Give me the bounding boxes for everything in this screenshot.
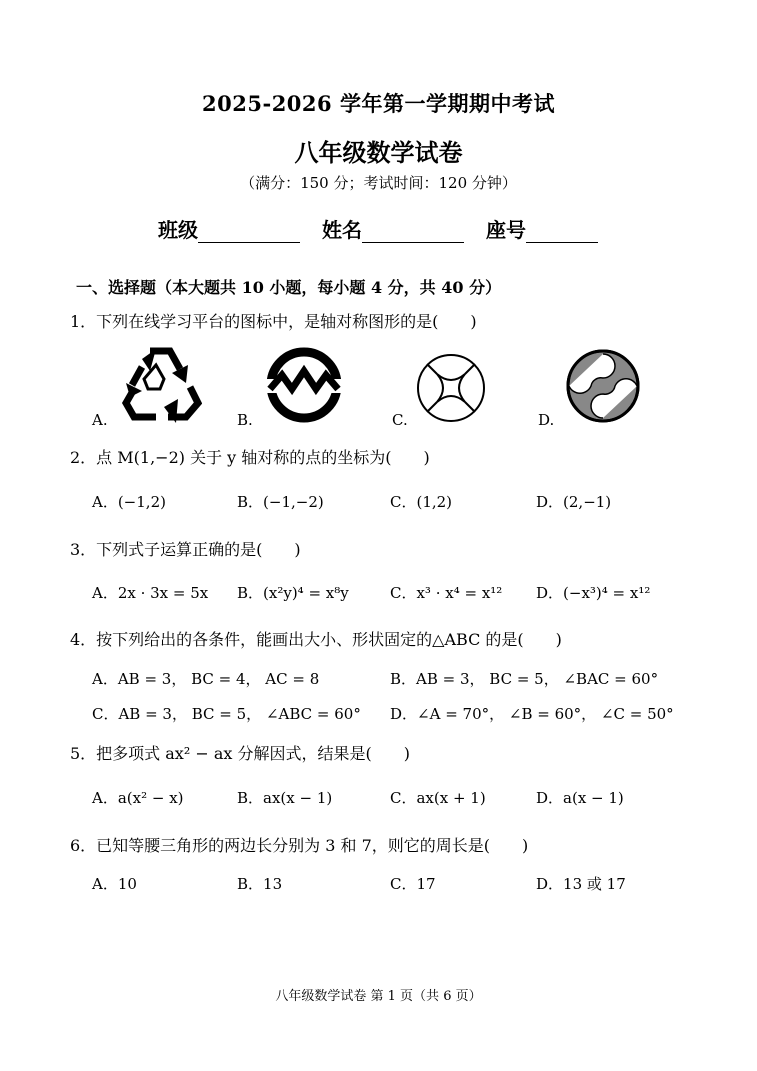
q5-option-c[interactable]: C．ax(x + 1) [390, 789, 486, 807]
q5-option-a[interactable]: A．a(x² − x) [92, 789, 184, 807]
q4-option-c[interactable]: C．AB = 3， BC = 5， ∠ABC = 60° [92, 705, 361, 723]
exam-subtitle: 八年级数学试卷 [294, 138, 463, 167]
q3-option-d[interactable]: D．(−x³)⁴ = x¹² [536, 584, 651, 602]
seat-blank[interactable] [526, 222, 598, 243]
q3-option-a[interactable]: A．2x · 3x = 5x [92, 584, 209, 602]
question-6-stem: 6．已知等腰三角形的两边长分别为 3 和 7，则它的周长是( ) [70, 836, 529, 855]
q2-option-b[interactable]: B．(−1,−2) [237, 493, 324, 511]
q6-option-b[interactable]: B．13 [237, 875, 283, 893]
question-2-stem: 2．点 M(1,−2) 关于 y 轴对称的点的坐标为( ) [70, 448, 430, 467]
question-1-stem: 1．下列在线学习平台的图标中，是轴对称图形的是( ) [70, 312, 477, 331]
seat-label: 座号 [486, 218, 526, 242]
q2-option-a[interactable]: A．(−1,2) [92, 493, 166, 511]
q6-option-c[interactable]: C．17 [390, 875, 436, 893]
q5-option-d[interactable]: D．a(x − 1) [536, 789, 624, 807]
name-field [322, 214, 464, 243]
recycle-icon [120, 343, 202, 423]
q2-option-d[interactable]: D．(2,−1) [536, 493, 612, 511]
q3-option-b[interactable]: B．(x²y)⁴ = x⁸y [237, 584, 349, 602]
mountain-badge-icon [264, 345, 344, 425]
curved-square-circle-icon [415, 352, 487, 424]
seat-field [486, 214, 598, 243]
q1-option-c[interactable]: C. [392, 411, 408, 429]
name-label: 姓名 [322, 218, 362, 242]
name-blank[interactable] [362, 222, 464, 243]
page-footer: 八年级数学试卷 第 1 页（共 6 页） [275, 989, 482, 1004]
section-heading: 一、选择题（本大题共 10 小题，每小题 4 分，共 40 分） [76, 278, 502, 297]
q1-option-a[interactable]: A. [92, 411, 108, 429]
class-label: 班级 [158, 218, 198, 242]
exam-title: 2025-2026 学年第一学期期中考试 [202, 91, 555, 116]
question-4-stem: 4．按下列给出的各条件，能画出大小、形状固定的△ABC 的是( ) [70, 630, 562, 649]
q4-option-b[interactable]: B．AB = 3， BC = 5， ∠BAC = 60° [390, 670, 659, 688]
q3-option-c[interactable]: C．x³ · x⁴ = x¹² [390, 584, 503, 602]
class-blank[interactable] [198, 222, 300, 243]
exam-info: （满分：150 分；考试时间：120 分钟） [240, 174, 517, 192]
q6-option-a[interactable]: A．10 [92, 875, 137, 893]
q4-option-a[interactable]: A．AB = 3， BC = 4， AC = 8 [92, 670, 320, 688]
q1-option-d[interactable]: D. [538, 411, 555, 429]
q1-option-b[interactable]: B. [237, 411, 253, 429]
q6-option-d[interactable]: D．13 或 17 [536, 875, 626, 893]
question-5-stem: 5．把多项式 ax² − ax 分解因式，结果是( ) [70, 744, 410, 763]
question-3-stem: 3．下列式子运算正确的是( ) [70, 540, 301, 559]
q4-option-d[interactable]: D．∠A = 70°， ∠B = 60°， ∠C = 50° [390, 705, 674, 723]
class-field [158, 214, 300, 243]
q2-option-c[interactable]: C．(1,2) [390, 493, 453, 511]
q5-option-b[interactable]: B．ax(x − 1) [237, 789, 333, 807]
yin-yang-circle-icon [565, 348, 641, 424]
